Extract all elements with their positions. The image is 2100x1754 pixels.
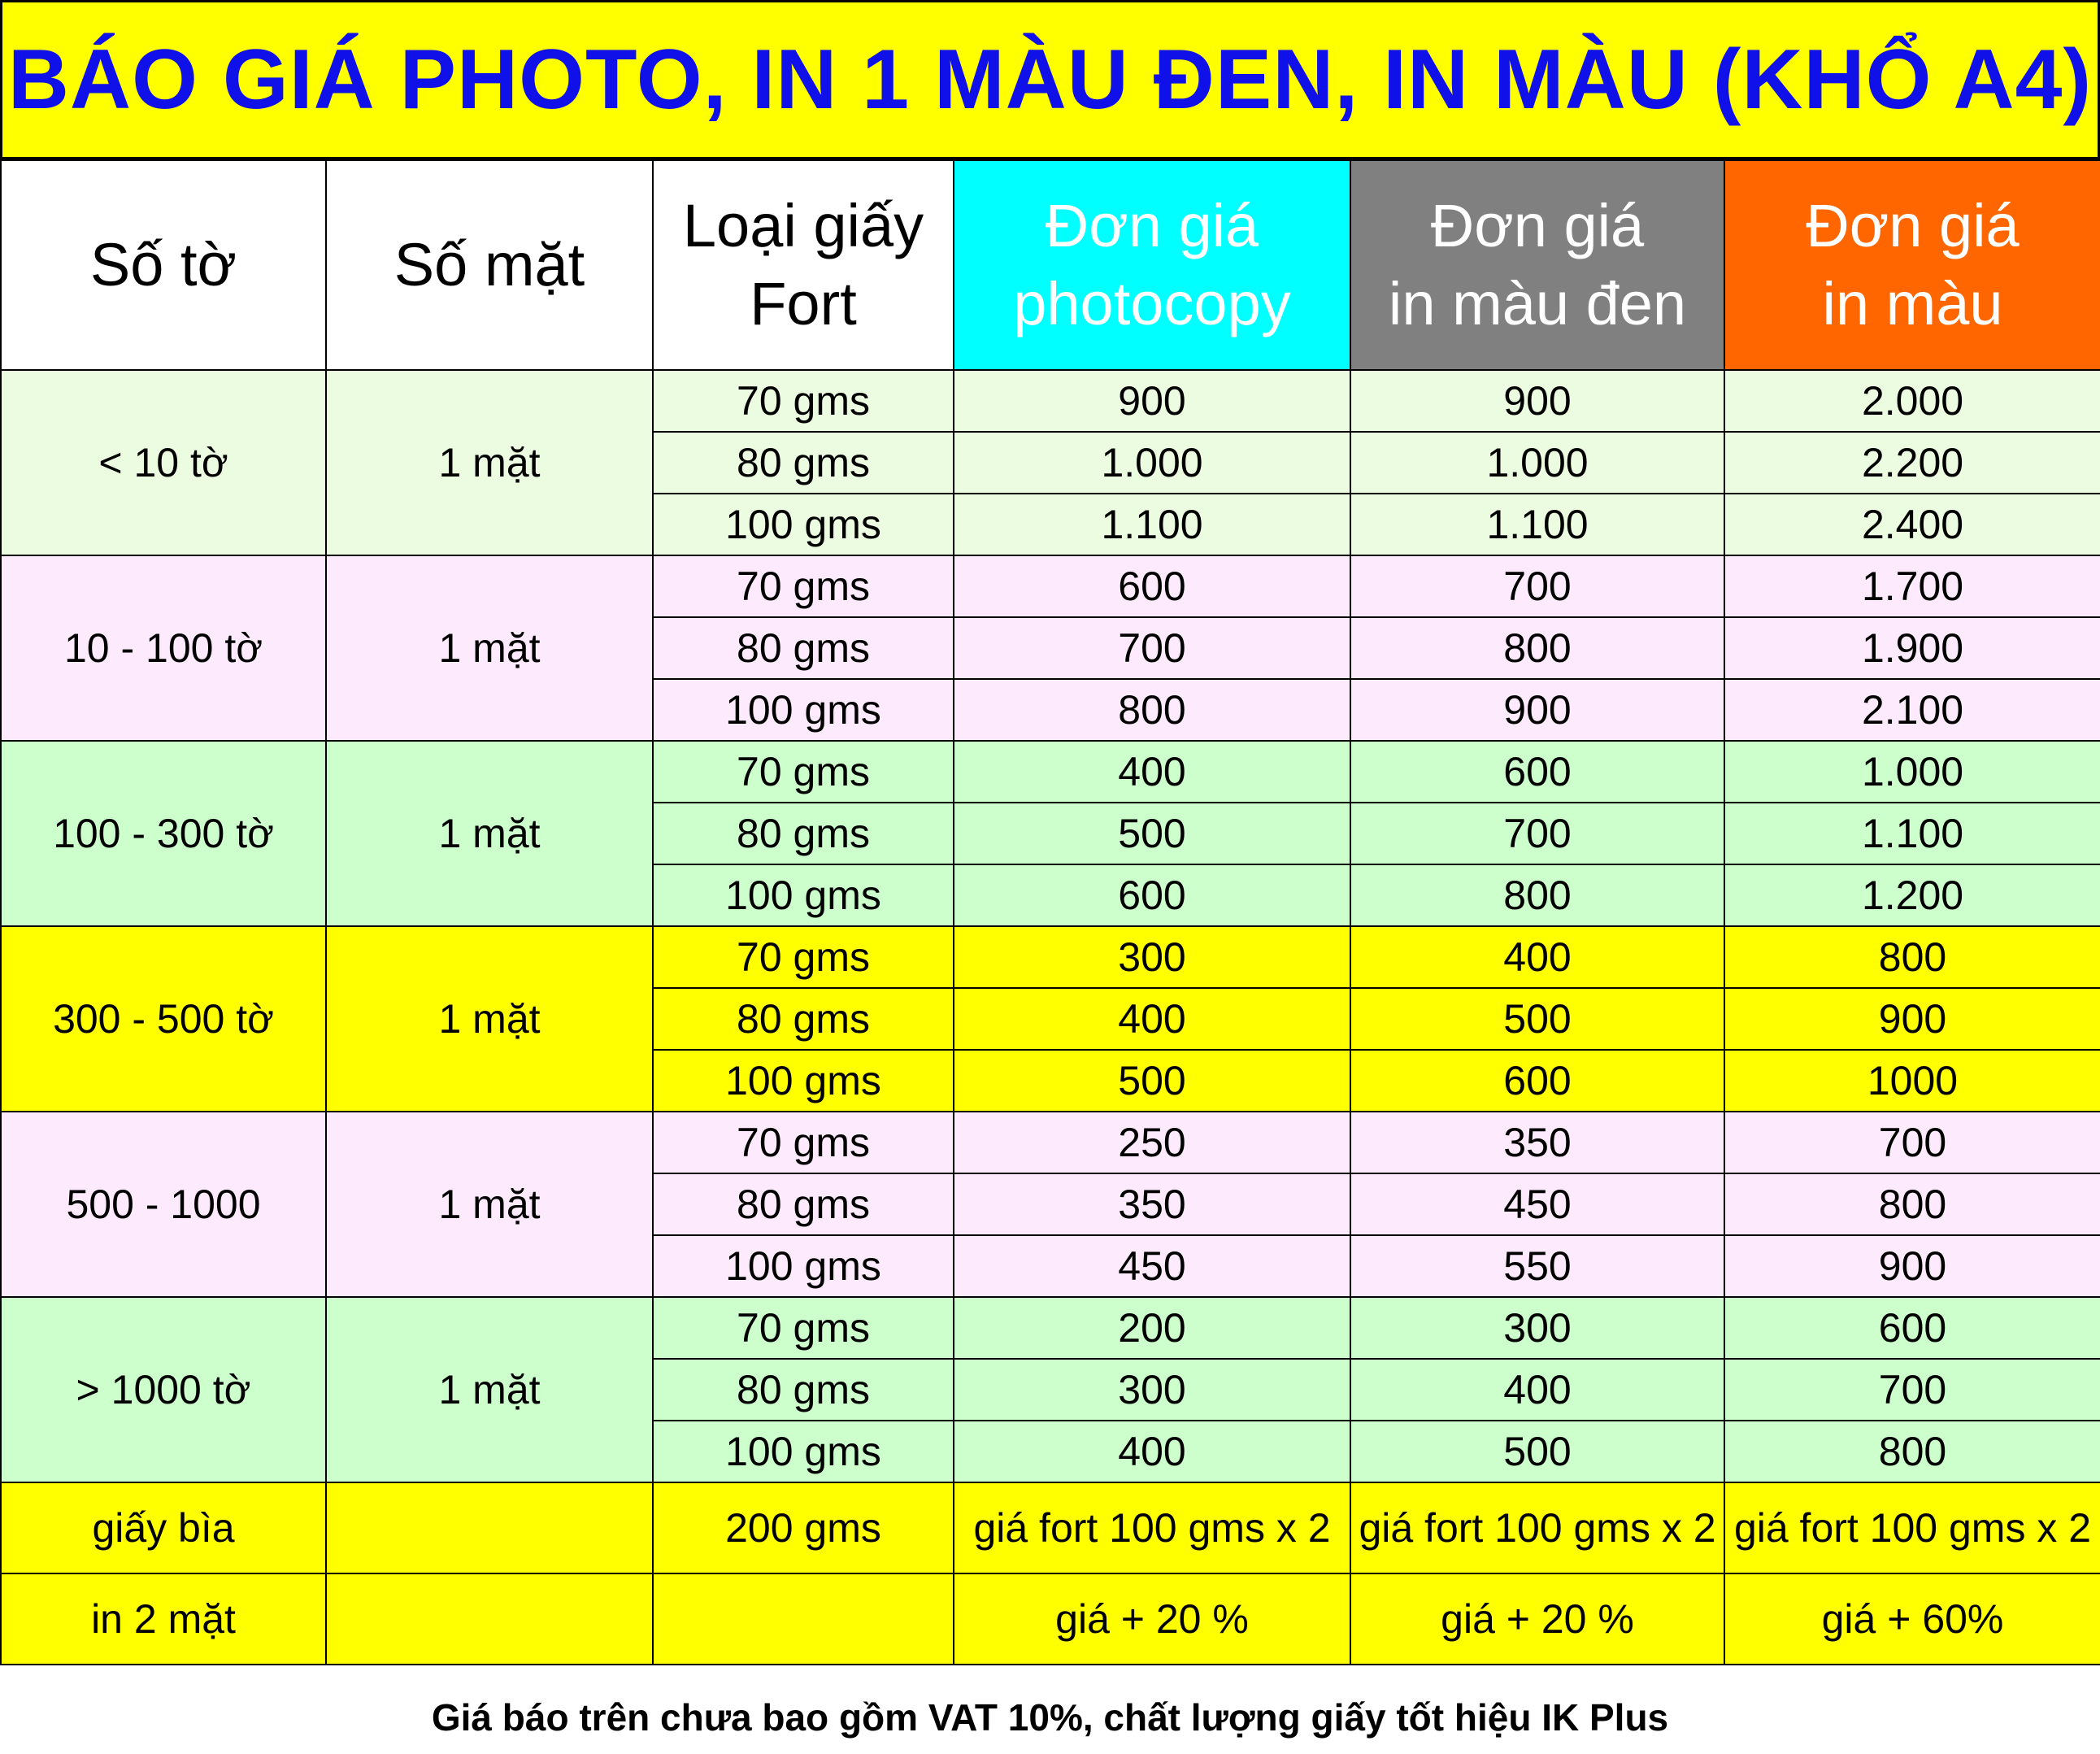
sides-cell: 1 mặt bbox=[326, 370, 653, 555]
black-print-price-cell: 300 bbox=[1350, 1297, 1724, 1359]
price-table bbox=[0, 159, 2100, 1665]
price-row bbox=[1, 741, 2100, 803]
black-print-price-cell: 600 bbox=[1350, 741, 1724, 803]
title-bar bbox=[0, 0, 2100, 159]
black-print-price-cell: 400 bbox=[1350, 1359, 1724, 1421]
paper-type-cell: 100 gms bbox=[653, 494, 954, 555]
photocopy-price-cell: 1.000 bbox=[954, 432, 1350, 494]
color-print-price-cell: 700 bbox=[1724, 1359, 2100, 1421]
paper-type-cell: 100 gms bbox=[653, 864, 954, 926]
paper-type-cell: 100 gms bbox=[653, 1421, 954, 1482]
photocopy-price-cell: 300 bbox=[954, 1359, 1350, 1421]
duplex-black: giá + 20 % bbox=[1350, 1573, 1724, 1665]
paper-type-cell: 100 gms bbox=[653, 1050, 954, 1112]
header-photocopy-line2: photocopy bbox=[1013, 270, 1291, 337]
sheets-range-cell: 300 - 500 tờ bbox=[1, 926, 326, 1112]
sheets-range-cell: > 1000 tờ bbox=[1, 1297, 326, 1482]
black-print-price-cell: 400 bbox=[1350, 926, 1724, 988]
price-row bbox=[1, 1112, 2100, 1173]
page-title: BÁO GIÁ PHOTO, IN 1 MÀU ĐEN, IN MÀU (KHỔ A4) bbox=[7, 32, 2093, 127]
color-print-price-cell: 1000 bbox=[1724, 1050, 2100, 1112]
header-photocopy bbox=[954, 160, 1350, 370]
footer-note: Giá báo trên chưa bao gồm VAT 10%, chất lượng giấy tốt hiệu IK Plus bbox=[431, 1696, 1669, 1739]
photocopy-price-cell: 1.100 bbox=[954, 494, 1350, 555]
black-print-price-cell: 350 bbox=[1350, 1112, 1724, 1173]
photocopy-price-cell: 250 bbox=[954, 1112, 1350, 1173]
black-print-price-cell: 700 bbox=[1350, 803, 1724, 864]
paper-type-cell: 70 gms bbox=[653, 555, 954, 617]
color-print-price-cell: 800 bbox=[1724, 1421, 2100, 1482]
paper-type-cell: 100 gms bbox=[653, 1235, 954, 1297]
header-row bbox=[1, 160, 2100, 370]
paper-type-cell: 80 gms bbox=[653, 1359, 954, 1421]
photocopy-price-cell: 500 bbox=[954, 803, 1350, 864]
black-print-price-cell: 700 bbox=[1350, 555, 1724, 617]
price-row bbox=[1, 555, 2100, 617]
duplex-sides bbox=[326, 1573, 653, 1665]
header-black-line2: in màu đen bbox=[1388, 270, 1687, 337]
header-color-print bbox=[1724, 160, 2100, 370]
sheets-range-cell: 10 - 100 tờ bbox=[1, 555, 326, 741]
color-print-price-cell: 800 bbox=[1724, 1173, 2100, 1235]
paper-type-cell: 70 gms bbox=[653, 370, 954, 432]
photocopy-price-cell: 200 bbox=[954, 1297, 1350, 1359]
black-print-price-cell: 1.100 bbox=[1350, 494, 1724, 555]
black-print-price-cell: 500 bbox=[1350, 988, 1724, 1050]
sheets-range-cell: 100 - 300 tờ bbox=[1, 741, 326, 926]
cover-label: giấy bìa bbox=[1, 1482, 326, 1573]
photocopy-price-cell: 400 bbox=[954, 741, 1350, 803]
cover-sides bbox=[326, 1482, 653, 1573]
photocopy-price-cell: 400 bbox=[954, 988, 1350, 1050]
header-color-line1: Đơn giá bbox=[1806, 191, 2020, 259]
black-print-price-cell: 500 bbox=[1350, 1421, 1724, 1482]
photocopy-price-cell: 900 bbox=[954, 370, 1350, 432]
black-print-price-cell: 600 bbox=[1350, 1050, 1724, 1112]
cover-paper-row bbox=[1, 1482, 2100, 1573]
color-print-price-cell: 1.900 bbox=[1724, 617, 2100, 679]
price-row bbox=[1, 926, 2100, 988]
photocopy-price-cell: 400 bbox=[954, 1421, 1350, 1482]
photocopy-price-cell: 350 bbox=[954, 1173, 1350, 1235]
black-print-price-cell: 800 bbox=[1350, 617, 1724, 679]
header-paper bbox=[653, 160, 954, 370]
paper-type-cell: 70 gms bbox=[653, 741, 954, 803]
color-print-price-cell: 1.000 bbox=[1724, 741, 2100, 803]
photocopy-price-cell: 600 bbox=[954, 555, 1350, 617]
color-print-price-cell: 900 bbox=[1724, 988, 2100, 1050]
sheets-range-cell: 500 - 1000 bbox=[1, 1112, 326, 1297]
color-print-price-cell: 2.200 bbox=[1724, 432, 2100, 494]
header-color-line2: in màu bbox=[1822, 270, 2003, 337]
photocopy-price-cell: 700 bbox=[954, 617, 1350, 679]
cover-paper: 200 gms bbox=[653, 1482, 954, 1573]
color-print-price-cell: 1.700 bbox=[1724, 555, 2100, 617]
header-sheets-label: Số tờ bbox=[89, 230, 237, 298]
duplex-paper bbox=[653, 1573, 954, 1665]
sides-cell: 1 mặt bbox=[326, 555, 653, 741]
sides-cell: 1 mặt bbox=[326, 1112, 653, 1297]
black-print-price-cell: 1.000 bbox=[1350, 432, 1724, 494]
paper-type-cell: 80 gms bbox=[653, 617, 954, 679]
paper-type-cell: 100 gms bbox=[653, 679, 954, 741]
color-print-price-cell: 800 bbox=[1724, 926, 2100, 988]
header-paper-line2: Fort bbox=[750, 270, 857, 337]
photocopy-price-cell: 300 bbox=[954, 926, 1350, 988]
color-print-price-cell: 2.100 bbox=[1724, 679, 2100, 741]
color-print-price-cell: 900 bbox=[1724, 1235, 2100, 1297]
photocopy-price-cell: 500 bbox=[954, 1050, 1350, 1112]
header-black-print bbox=[1350, 160, 1724, 370]
black-print-price-cell: 900 bbox=[1350, 370, 1724, 432]
duplex-color: giá + 60% bbox=[1724, 1573, 2100, 1665]
duplex-row bbox=[1, 1573, 2100, 1665]
paper-type-cell: 70 gms bbox=[653, 1297, 954, 1359]
paper-type-cell: 80 gms bbox=[653, 988, 954, 1050]
paper-type-cell: 80 gms bbox=[653, 432, 954, 494]
duplex-photocopy: giá + 20 % bbox=[954, 1573, 1350, 1665]
header-black-line1: Đơn giá bbox=[1430, 191, 1645, 259]
black-print-price-cell: 450 bbox=[1350, 1173, 1724, 1235]
sides-cell: 1 mặt bbox=[326, 926, 653, 1112]
header-sides-label: Số mặt bbox=[393, 230, 585, 298]
paper-type-cell: 70 gms bbox=[653, 926, 954, 988]
price-row bbox=[1, 370, 2100, 432]
header-photocopy-line1: Đơn giá bbox=[1045, 191, 1259, 259]
photocopy-price-cell: 800 bbox=[954, 679, 1350, 741]
cover-black: giá fort 100 gms x 2 bbox=[1350, 1482, 1724, 1573]
header-sheets bbox=[1, 160, 326, 370]
cover-photocopy: giá fort 100 gms x 2 bbox=[954, 1482, 1350, 1573]
color-print-price-cell: 1.200 bbox=[1724, 864, 2100, 926]
color-print-price-cell: 2.400 bbox=[1724, 494, 2100, 555]
duplex-label: in 2 mặt bbox=[1, 1573, 326, 1665]
black-print-price-cell: 550 bbox=[1350, 1235, 1724, 1297]
price-table-body bbox=[1, 370, 2100, 1482]
header-sides bbox=[326, 160, 653, 370]
paper-type-cell: 80 gms bbox=[653, 1173, 954, 1235]
sides-cell: 1 mặt bbox=[326, 741, 653, 926]
sides-cell: 1 mặt bbox=[326, 1297, 653, 1482]
header-paper-line1: Loại giấy bbox=[682, 191, 924, 259]
paper-type-cell: 80 gms bbox=[653, 803, 954, 864]
color-print-price-cell: 2.000 bbox=[1724, 370, 2100, 432]
color-print-price-cell: 700 bbox=[1724, 1112, 2100, 1173]
price-row bbox=[1, 1297, 2100, 1359]
price-table-footer bbox=[1, 1482, 2100, 1665]
paper-type-cell: 70 gms bbox=[653, 1112, 954, 1173]
cover-color: giá fort 100 gms x 2 bbox=[1724, 1482, 2100, 1573]
photocopy-price-cell: 450 bbox=[954, 1235, 1350, 1297]
color-print-price-cell: 1.100 bbox=[1724, 803, 2100, 864]
sheets-range-cell: < 10 tờ bbox=[1, 370, 326, 555]
color-print-price-cell: 600 bbox=[1724, 1297, 2100, 1359]
photocopy-price-cell: 600 bbox=[954, 864, 1350, 926]
black-print-price-cell: 800 bbox=[1350, 864, 1724, 926]
black-print-price-cell: 900 bbox=[1350, 679, 1724, 741]
